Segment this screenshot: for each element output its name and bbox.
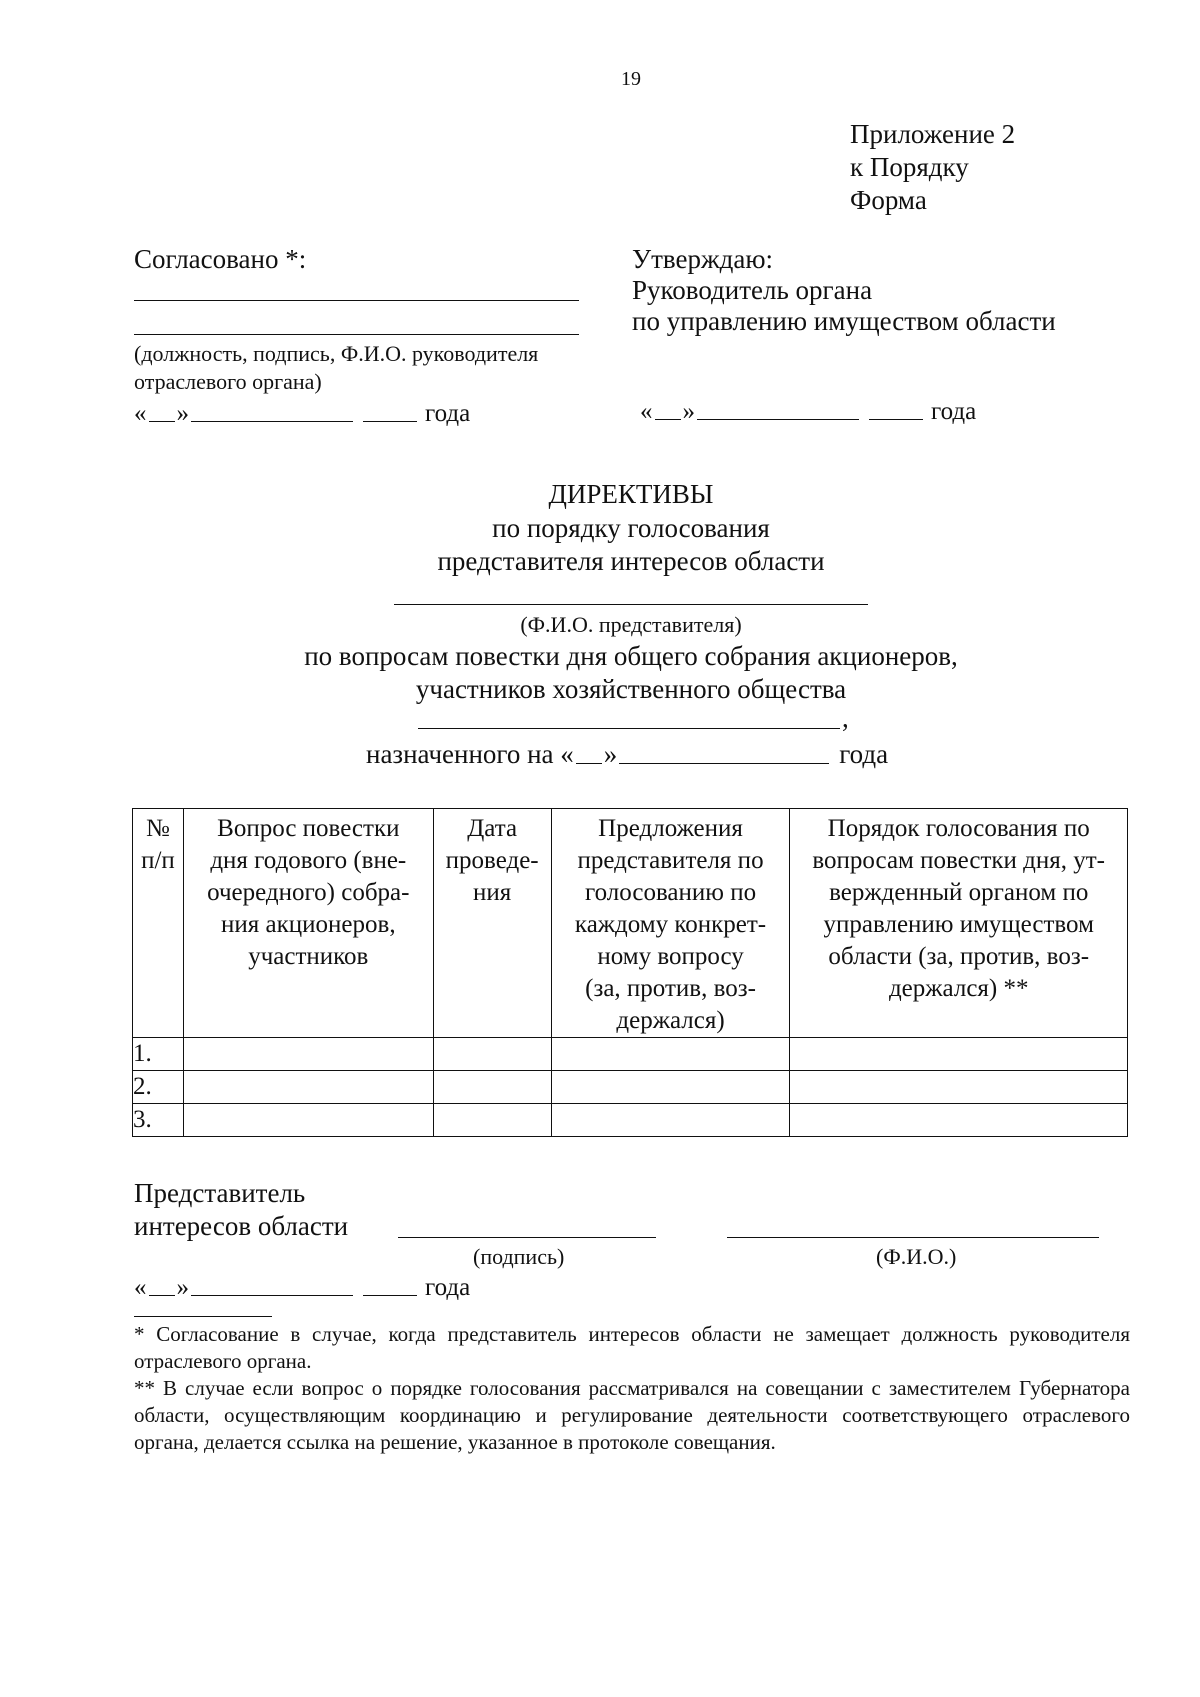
approve-line-1: Руководитель органа [632, 275, 873, 305]
row-number: 3. [133, 1104, 184, 1137]
agreed-caption-line-2: отраслевого органа) [134, 369, 322, 394]
appointed-month-year-field[interactable] [619, 762, 829, 764]
header-representative-proposals: Предложения представителя по голосованию по каждому конкрет- ному вопросу (за, против, воз- держался) [551, 809, 790, 1038]
approve-date-year-field[interactable] [869, 418, 923, 420]
approve-date-month-field[interactable] [697, 418, 859, 420]
agreed-signature-line-1[interactable] [134, 300, 579, 301]
footnote-separator [134, 1316, 272, 1317]
table-row [133, 1104, 1128, 1137]
signature-date-open-quote: « [134, 1274, 147, 1301]
cell-agenda-question[interactable] [183, 1104, 433, 1137]
cell-meeting-date[interactable] [433, 1038, 551, 1071]
fio-line[interactable] [727, 1237, 1099, 1238]
footnotes [134, 1321, 1130, 1456]
annex-block [850, 118, 1015, 217]
company-name-comma: , [842, 703, 849, 733]
cell-representative-proposal[interactable] [551, 1104, 790, 1137]
row-number: 1. [133, 1038, 184, 1071]
signature-line[interactable] [398, 1237, 656, 1238]
representative-caption: (Ф.И.О. представителя) [520, 612, 742, 637]
title-line-1: по порядку голосования [492, 513, 770, 543]
approve-label: Утверждаю: [632, 244, 774, 274]
approve-date-close-quote: » [682, 398, 695, 425]
representative-name-line[interactable] [394, 604, 868, 605]
signature-date-month-field[interactable] [191, 1294, 353, 1296]
agreed-date-open-quote: « [134, 400, 147, 427]
approve-date-row [640, 394, 976, 426]
fio-caption: (Ф.И.О.) [876, 1244, 957, 1269]
appointed-prefix: назначенного на « [366, 739, 574, 769]
agreed-date-year-field[interactable] [363, 420, 417, 422]
signature-date-year-field[interactable] [363, 1294, 417, 1296]
signature-label-line-1: Представитель [134, 1178, 306, 1208]
appointed-day-field[interactable] [576, 762, 602, 764]
approve-date-year-word: года [931, 398, 977, 425]
header-number: № п/п [133, 809, 184, 1038]
approve-line-2: по управлению имуществом области [632, 306, 1056, 336]
cell-approved-voting-order[interactable] [790, 1071, 1128, 1104]
signature-date-row [134, 1270, 470, 1302]
company-name-line[interactable] [418, 728, 840, 729]
annex-line-1: Приложение 2 [850, 119, 1016, 149]
title-line-4: участников хозяйственного общества [415, 674, 847, 704]
annex-line-2: к Порядку [850, 152, 969, 182]
appointed-date-row [366, 736, 888, 770]
cell-meeting-date[interactable] [433, 1104, 551, 1137]
title-line-2: представителя интересов области [437, 546, 825, 576]
appointed-close-quote: » [603, 739, 618, 769]
cell-approved-voting-order[interactable] [790, 1038, 1128, 1071]
footnote-1: * Согласование в случае, когда представитель интересов области не замещает должность руководителя отраслевого органа. [134, 1322, 1130, 1373]
row-number: 2. [133, 1071, 184, 1104]
agreed-date-day-field[interactable] [149, 420, 175, 422]
cell-agenda-question[interactable] [183, 1071, 433, 1104]
table-row [133, 1038, 1128, 1071]
cell-representative-proposal[interactable] [551, 1071, 790, 1104]
agreed-date-close-quote: » [176, 400, 189, 427]
cell-approved-voting-order[interactable] [790, 1104, 1128, 1137]
table-row [133, 1071, 1128, 1104]
page-number: 19 [621, 68, 641, 90]
document-heading: ДИРЕКТИВЫ [548, 479, 714, 509]
cell-meeting-date[interactable] [433, 1071, 551, 1104]
agreed-caption-line-1: (должность, подпись, Ф.И.О. руководителя [134, 341, 539, 366]
header-agenda-question: Вопрос повестки дня годового (вне- очередного) собра- ния акционеров, участников [183, 809, 433, 1038]
directives-table [132, 808, 1128, 1137]
signature-date-day-field[interactable] [149, 1294, 175, 1296]
approve-date-day-field[interactable] [655, 418, 681, 420]
signature-label-line-2: интересов области [134, 1211, 349, 1241]
title-line-3: по вопросам повестки дня общего собрания акционеров, [304, 641, 958, 671]
signature-date-year-word: года [425, 1274, 471, 1301]
signature-date-close-quote: » [176, 1274, 189, 1301]
annex-line-3: Форма [850, 185, 927, 215]
agreed-date-month-field[interactable] [191, 420, 353, 422]
header-meeting-date: Дата проведе- ния [433, 809, 551, 1038]
signature-caption: (подпись) [473, 1244, 565, 1269]
agreed-signature-line-2[interactable] [134, 334, 579, 335]
agreed-date-year-word: года [425, 400, 471, 427]
header-approved-voting-order: Порядок голосования по вопросам повестки дня, ут- вержденный органом по управлению имуществом области (за, против, воз- держался) ** [790, 809, 1128, 1038]
cell-agenda-question[interactable] [183, 1038, 433, 1071]
agreed-date-row [134, 396, 470, 428]
appointed-year-word: года [839, 739, 889, 769]
agreed-label: Согласовано *: [134, 244, 307, 274]
cell-representative-proposal[interactable] [551, 1038, 790, 1071]
footnote-2: ** В случае если вопрос о порядке голосования рассматривался на совещании с заместителем Губернатора области, осуществляющим координацию и регулирование деятельности соответствующего отраслевого органа, делается ссылка на решение, указанное в протоколе совещания. [134, 1376, 1130, 1454]
table-header-row [133, 809, 1128, 1038]
approve-date-open-quote: « [640, 398, 653, 425]
